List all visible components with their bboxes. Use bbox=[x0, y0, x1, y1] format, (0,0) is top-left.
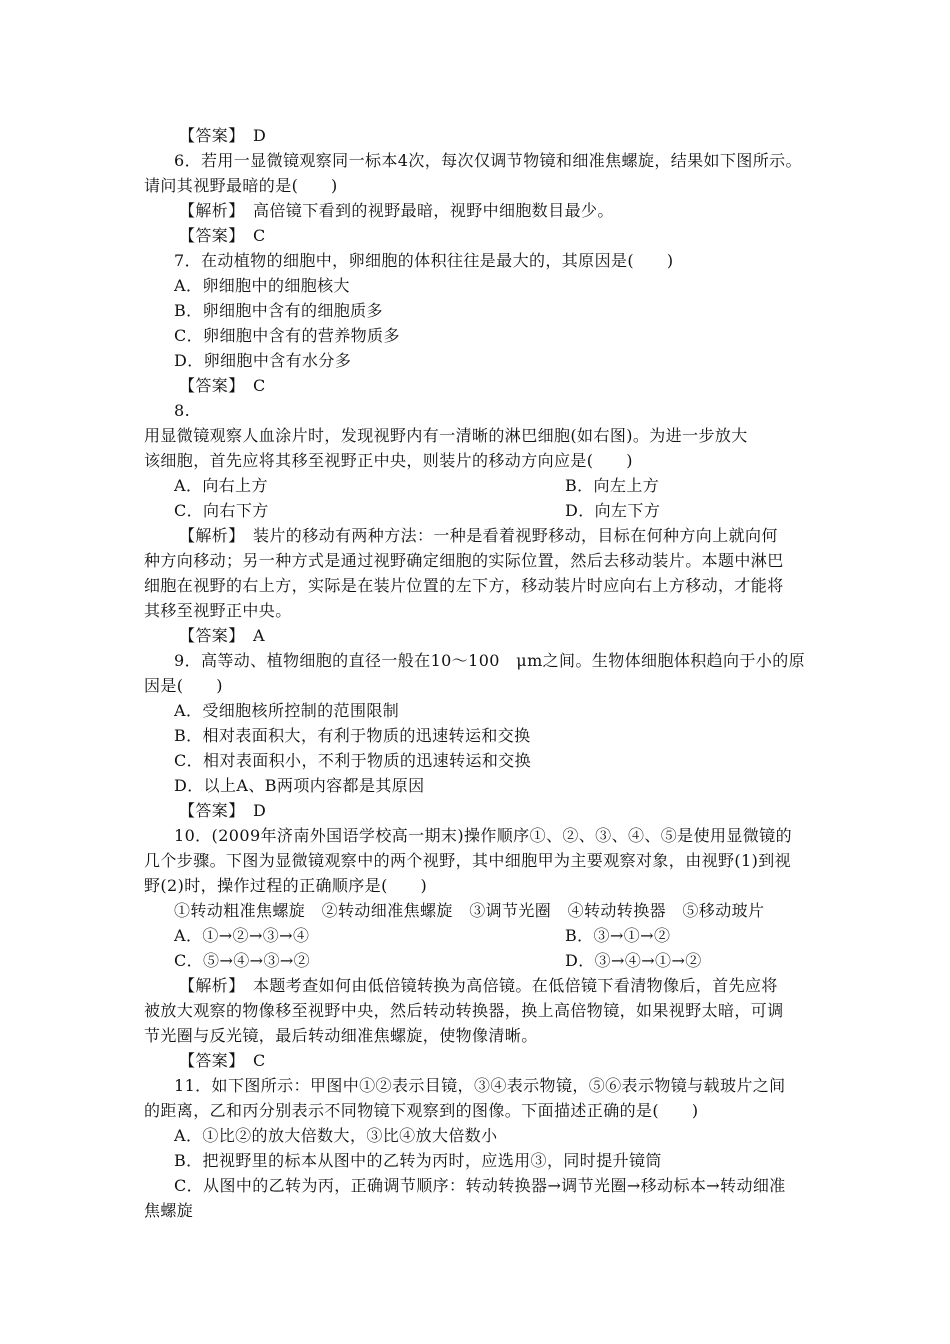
option-11-a: A．①比②的放大倍数大，③比④放大倍数小 bbox=[174, 1126, 498, 1145]
option-9-d: D．以上A、B两项内容都是其原因 bbox=[174, 776, 425, 795]
question-10-steps: ①转动粗准焦螺旋 ②转动细准焦螺旋 ③调节光圈 ④转动转换器 ⑤移动玻片 bbox=[174, 901, 765, 920]
analysis-6: 【解析】 高倍镜下看到的视野最暗，视野中细胞数目最少。 bbox=[179, 201, 614, 220]
analysis-8-line-2: 种方向移动；另一种方式是通过视野确定细胞的实际位置，然后去移动装片。本题中淋巴 bbox=[144, 551, 784, 570]
analysis-8-line-1: 【解析】 装片的移动有两种方法：一种是看着视野移动，目标在何种方向上就向何 bbox=[179, 526, 778, 545]
question-6-line-2: 请问其视野最暗的是( ) bbox=[144, 176, 338, 195]
option-7-b: B．卵细胞中含有的细胞质多 bbox=[174, 301, 383, 320]
question-8-line-1: 用显微镜观察人血涂片时，发现视野内有一清晰的淋巴细胞(如右图)。为进一步放大 bbox=[144, 426, 748, 445]
answer-9: 【答案】 D bbox=[179, 801, 267, 820]
option-9-c: C．相对表面积小，不利于物质的迅速转运和交换 bbox=[174, 751, 532, 770]
question-11-line-1: 11．如下图所示：甲图中①②表示目镜，③④表示物镜，⑤⑥表示物镜与载玻片之间 bbox=[174, 1076, 786, 1095]
option-10-a: A．①→②→③→④ bbox=[174, 926, 310, 945]
option-10-b: B．③→①→② bbox=[565, 926, 671, 945]
question-10-line-2: 几个步骤。下图为显微镜观察中的两个视野，其中细胞甲为主要观察对象，由视野(1)到视 bbox=[144, 851, 792, 870]
option-9-b: B．相对表面积大，有利于物质的迅速转运和交换 bbox=[174, 726, 531, 745]
answer-7: 【答案】 C bbox=[179, 376, 266, 395]
analysis-10-line-2: 被放大观察的物像移至视野中央，然后转动转换器，换上高倍物镜，如果视野太暗，可调 bbox=[144, 1001, 784, 1020]
option-8-a: A．向右上方 bbox=[174, 476, 268, 495]
question-10-line-3: 野(2)时，操作过程的正确顺序是( ) bbox=[144, 876, 428, 895]
option-8-c: C．向右下方 bbox=[174, 501, 269, 520]
option-11-c-line-1: C．从图中的乙转为丙，正确调节顺序：转动转换器→调节光圈→移动标本→转动细准 bbox=[174, 1176, 786, 1195]
option-7-d: D．卵细胞中含有水分多 bbox=[174, 351, 352, 370]
answer-10: 【答案】 C bbox=[179, 1051, 266, 1070]
answer-8: 【答案】 A bbox=[179, 626, 265, 645]
option-10-c: C．⑤→④→③→② bbox=[174, 951, 311, 970]
option-7-a: A．卵细胞中的细胞核大 bbox=[174, 276, 350, 295]
answer-6: 【答案】 C bbox=[179, 226, 266, 245]
option-11-b: B．把视野里的标本从图中的乙转为丙时，应选用③，同时提升镜筒 bbox=[174, 1151, 662, 1170]
question-7: 7．在动植物的细胞中，卵细胞的体积往往是最大的，其原因是( ) bbox=[174, 251, 674, 270]
analysis-10-line-1: 【解析】 本题考查如何由低倍镜转换为高倍镜。在低倍镜下看清物像后，首先应将 bbox=[179, 976, 778, 995]
option-10-d: D．③→④→①→② bbox=[565, 951, 702, 970]
option-9-a: A．受细胞核所控制的范围限制 bbox=[174, 701, 400, 720]
answer-5: 【答案】 D bbox=[179, 126, 267, 145]
option-7-c: C．卵细胞中含有的营养物质多 bbox=[174, 326, 400, 345]
question-11-line-2: 的距离，乙和丙分别表示不同物镜下观察到的图像。下面描述正确的是( ) bbox=[144, 1101, 699, 1120]
analysis-10-line-3: 节光圈与反光镜，最后转动细准焦螺旋，使物像清晰。 bbox=[144, 1026, 538, 1045]
question-8-number: 8. bbox=[174, 401, 191, 420]
analysis-8-line-3: 细胞在视野的右上方，实际是在装片位置的左下方，移动装片时应向右上方移动，才能将 bbox=[144, 576, 784, 595]
option-8-b: B．向左上方 bbox=[565, 476, 660, 495]
question-9-line-1: 9．高等动、植物细胞的直径一般在10～100 μm之间。生物体细胞体积趋向于小的原 bbox=[174, 651, 806, 670]
question-6-line-1: 6．若用一显微镜观察同一标本4次，每次仅调节物镜和细准焦螺旋，结果如下图所示。 bbox=[174, 151, 802, 170]
question-8-line-2: 该细胞，首先应将其移至视野正中央，则装片的移动方向应是( ) bbox=[144, 451, 633, 470]
option-11-c-line-2: 焦螺旋 bbox=[144, 1201, 194, 1220]
option-8-d: D．向左下方 bbox=[565, 501, 661, 520]
question-9-line-2: 因是( ) bbox=[144, 676, 223, 695]
analysis-8-line-4: 其移至视野正中央。 bbox=[144, 601, 292, 620]
question-10-line-1: 10．(2009年济南外国语学校高一期末)操作顺序①、②、③、④、⑤是使用显微镜的 bbox=[174, 826, 792, 845]
